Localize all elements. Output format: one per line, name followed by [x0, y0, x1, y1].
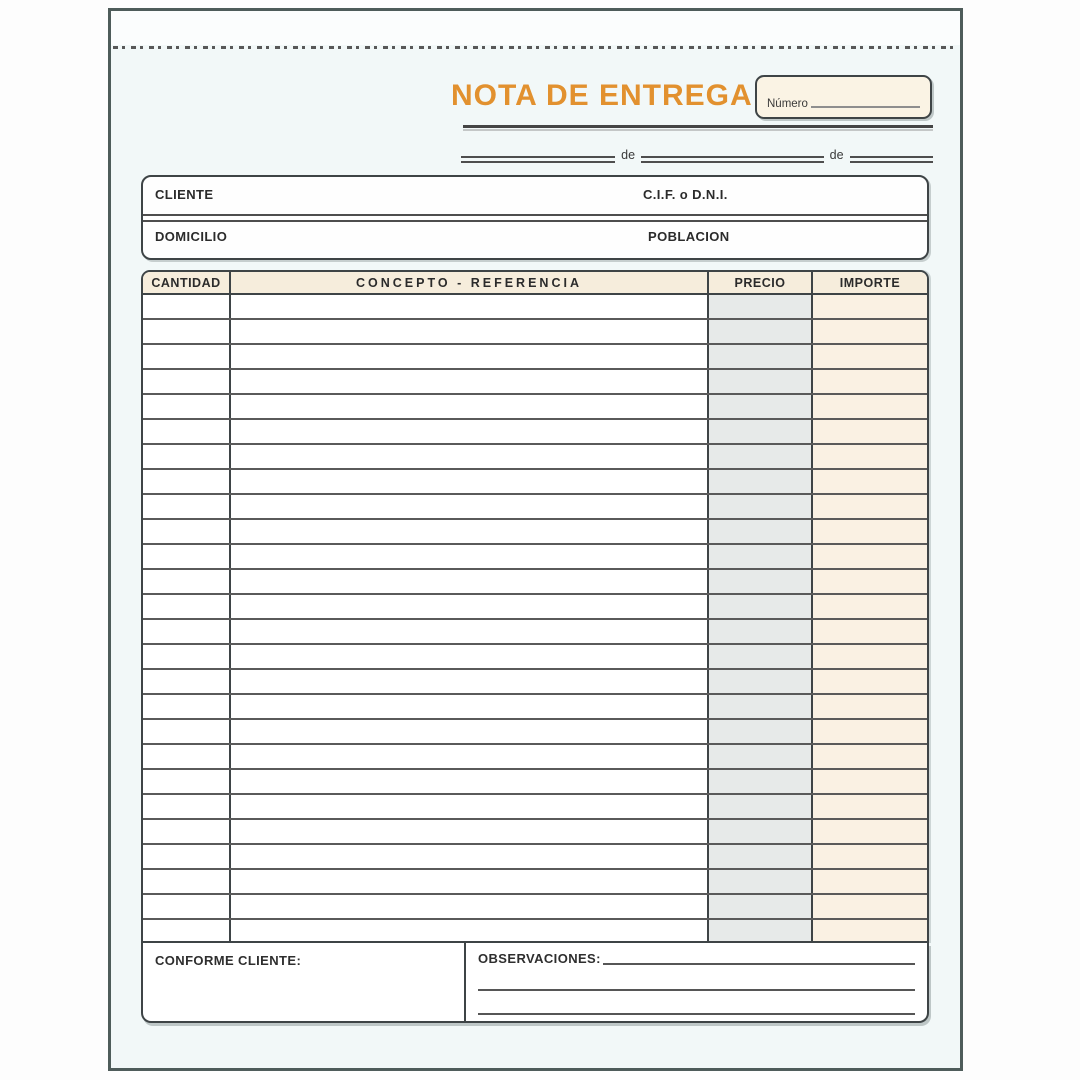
cell-concepto — [231, 295, 709, 318]
cell-cantidad — [143, 320, 231, 343]
header-cantidad: CANTIDAD — [143, 272, 231, 293]
date-separator-1: de — [621, 147, 636, 162]
numero-box — [755, 75, 932, 119]
cell-importe — [813, 720, 927, 743]
footer-divider — [464, 943, 466, 1021]
cell-concepto — [231, 620, 709, 643]
cell-importe — [813, 295, 927, 318]
cell-precio — [709, 470, 813, 493]
table-row — [143, 520, 927, 545]
client-box-divider — [143, 214, 927, 222]
cell-cantidad — [143, 495, 231, 518]
cell-importe — [813, 695, 927, 718]
cell-importe — [813, 545, 927, 568]
cell-importe — [813, 645, 927, 668]
cell-importe — [813, 920, 927, 943]
cell-concepto — [231, 445, 709, 468]
cell-concepto — [231, 695, 709, 718]
cell-cantidad — [143, 745, 231, 768]
cell-precio — [709, 895, 813, 918]
cell-precio — [709, 420, 813, 443]
table-row — [143, 420, 927, 445]
cell-concepto — [231, 345, 709, 368]
cell-concepto — [231, 495, 709, 518]
cell-cantidad — [143, 395, 231, 418]
cell-precio — [709, 745, 813, 768]
cell-cantidad — [143, 820, 231, 843]
domicilio-label: DOMICILIO — [155, 229, 228, 244]
cell-concepto — [231, 595, 709, 618]
cell-precio — [709, 770, 813, 793]
cell-importe — [813, 595, 927, 618]
cell-cantidad — [143, 470, 231, 493]
cell-cantidad — [143, 445, 231, 468]
cell-precio — [709, 620, 813, 643]
cell-precio — [709, 545, 813, 568]
cell-precio — [709, 395, 813, 418]
cell-precio — [709, 920, 813, 943]
cell-precio — [709, 520, 813, 543]
perforation-dotted-line — [113, 46, 958, 49]
page-title: NOTA DE ENTREGA — [451, 79, 753, 112]
cell-cantidad — [143, 845, 231, 868]
cell-concepto — [231, 470, 709, 493]
table-row — [143, 770, 927, 795]
table-row — [143, 820, 927, 845]
date-month-line — [641, 156, 824, 163]
cell-importe — [813, 520, 927, 543]
cell-concepto — [231, 320, 709, 343]
numero-fill-line — [811, 96, 920, 108]
table-row — [143, 370, 927, 395]
date-day-line — [461, 156, 615, 163]
conforme-cliente-label: CONFORME CLIENTE: — [155, 953, 302, 968]
cell-cantidad — [143, 295, 231, 318]
table-row — [143, 870, 927, 895]
table-row — [143, 570, 927, 595]
date-line — [461, 143, 933, 163]
observaciones-line-3 — [478, 1013, 915, 1015]
cell-importe — [813, 770, 927, 793]
cell-concepto — [231, 845, 709, 868]
poblacion-label: POBLACION — [648, 229, 730, 244]
numero-label: Número — [767, 98, 808, 110]
cell-cantidad — [143, 795, 231, 818]
table-row — [143, 345, 927, 370]
cell-importe — [813, 670, 927, 693]
cell-importe — [813, 320, 927, 343]
cell-concepto — [231, 770, 709, 793]
table-row — [143, 920, 927, 943]
cell-precio — [709, 645, 813, 668]
cell-importe — [813, 445, 927, 468]
cell-concepto — [231, 520, 709, 543]
table-row — [143, 895, 927, 920]
cell-precio — [709, 495, 813, 518]
table-row — [143, 745, 927, 770]
items-table — [141, 270, 929, 943]
cell-importe — [813, 570, 927, 593]
table-body — [143, 295, 927, 943]
table-row — [143, 720, 927, 745]
observaciones-line-2 — [478, 989, 915, 991]
cell-importe — [813, 470, 927, 493]
cell-cantidad — [143, 620, 231, 643]
cell-precio — [709, 570, 813, 593]
cell-concepto — [231, 820, 709, 843]
observaciones-row — [478, 951, 915, 966]
cell-concepto — [231, 795, 709, 818]
cell-cantidad — [143, 720, 231, 743]
cell-cantidad — [143, 420, 231, 443]
cell-cantidad — [143, 920, 231, 943]
table-row — [143, 295, 927, 320]
cell-precio — [709, 845, 813, 868]
cell-importe — [813, 870, 927, 893]
cell-concepto — [231, 895, 709, 918]
cell-cantidad — [143, 595, 231, 618]
cell-concepto — [231, 545, 709, 568]
cell-importe — [813, 895, 927, 918]
date-year-line — [850, 156, 933, 163]
cell-importe — [813, 370, 927, 393]
cell-cantidad — [143, 345, 231, 368]
table-row — [143, 320, 927, 345]
cell-precio — [709, 345, 813, 368]
cell-precio — [709, 445, 813, 468]
observaciones-label: OBSERVACIONES: — [478, 951, 601, 966]
table-row — [143, 545, 927, 570]
cif-label: C.I.F. o D.N.I. — [643, 187, 728, 202]
table-row — [143, 845, 927, 870]
cell-concepto — [231, 670, 709, 693]
cell-concepto — [231, 395, 709, 418]
cell-importe — [813, 345, 927, 368]
cell-precio — [709, 595, 813, 618]
cell-concepto — [231, 745, 709, 768]
cell-precio — [709, 720, 813, 743]
cell-importe — [813, 495, 927, 518]
table-row — [143, 595, 927, 620]
header-importe: IMPORTE — [839, 275, 901, 290]
cell-concepto — [231, 870, 709, 893]
table-row — [143, 695, 927, 720]
cell-precio — [709, 695, 813, 718]
cell-importe — [813, 620, 927, 643]
cell-cantidad — [143, 520, 231, 543]
table-row — [143, 470, 927, 495]
date-separator-2: de — [829, 147, 844, 162]
cell-cantidad — [143, 895, 231, 918]
cell-importe — [813, 745, 927, 768]
cell-cantidad — [143, 670, 231, 693]
header-concepto-referencia: CONCEPTO - REFERENCIA — [231, 272, 709, 293]
table-row — [143, 795, 927, 820]
cell-precio — [709, 320, 813, 343]
table-row — [143, 445, 927, 470]
cell-importe — [813, 820, 927, 843]
cell-cantidad — [143, 570, 231, 593]
cell-importe — [813, 420, 927, 443]
client-box — [141, 175, 929, 260]
table-header-row — [143, 272, 927, 295]
footer-box — [141, 943, 929, 1023]
cell-cantidad — [143, 545, 231, 568]
cell-precio — [709, 795, 813, 818]
cell-precio — [709, 295, 813, 318]
cell-concepto — [231, 920, 709, 943]
header-precio: PRECIO — [709, 272, 813, 293]
observaciones-line-1 — [603, 955, 915, 965]
cell-cantidad — [143, 695, 231, 718]
cell-cantidad — [143, 770, 231, 793]
table-row — [143, 395, 927, 420]
cell-importe — [813, 395, 927, 418]
cell-concepto — [231, 370, 709, 393]
top-margin-strip — [111, 11, 960, 45]
table-row — [143, 620, 927, 645]
cell-precio — [709, 670, 813, 693]
cell-cantidad — [143, 370, 231, 393]
table-row — [143, 670, 927, 695]
cell-cantidad — [143, 870, 231, 893]
title-underline — [463, 125, 933, 129]
cliente-label: CLIENTE — [155, 187, 214, 202]
cell-concepto — [231, 645, 709, 668]
table-row — [143, 495, 927, 520]
cell-precio — [709, 870, 813, 893]
table-row — [143, 645, 927, 670]
cell-importe — [813, 845, 927, 868]
cell-precio — [709, 820, 813, 843]
cell-precio — [709, 370, 813, 393]
cell-cantidad — [143, 645, 231, 668]
cell-concepto — [231, 420, 709, 443]
cell-importe — [813, 795, 927, 818]
form-frame — [108, 8, 963, 1071]
cell-concepto — [231, 720, 709, 743]
cell-concepto — [231, 570, 709, 593]
